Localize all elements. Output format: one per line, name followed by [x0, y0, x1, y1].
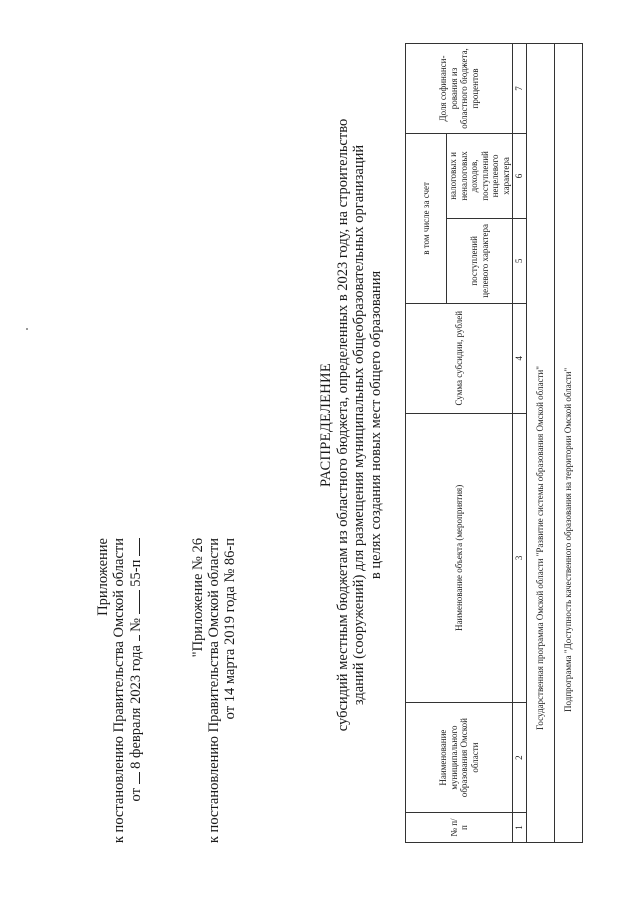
table-header-row	[406, 44, 447, 843]
attachment-header	[95, 538, 144, 843]
col-number: 1	[513, 813, 527, 843]
subprogram-name: Подпрограмма "Доступность качественного образования на территории Омской области"	[554, 44, 582, 843]
original-attachment-header	[190, 538, 238, 843]
col-number: 4	[513, 303, 527, 413]
header-municipality: Наименование муниципального образования Омской области	[406, 703, 513, 813]
subprogram-row	[554, 44, 582, 843]
document-title	[318, 105, 384, 745]
original-resolution-date: от 14 марта 2019 года № 86-п	[222, 538, 238, 720]
header-share: Доля софинанси-рования из областного бюджета, процентов	[406, 44, 513, 134]
resolution-number: 55-п	[128, 559, 144, 587]
header-targeted: поступлений целевого характера	[447, 218, 513, 303]
header-object: Наименование объекта (мероприятия)	[406, 413, 513, 702]
col-number: 6	[513, 133, 527, 218]
scan-speck	[26, 328, 28, 330]
title-heading: РАСПРЕДЕЛЕНИЕ	[318, 363, 334, 487]
col-number: 2	[513, 703, 527, 813]
original-resolution-reference: к постановлению Правительства Омской области	[206, 538, 222, 844]
title-line-2: зданий (сооружений) для размещения муниципальных общеобразовательных организаций	[351, 144, 367, 706]
program-row	[526, 44, 554, 843]
col-number: 7	[513, 44, 527, 134]
col-number: 5	[513, 218, 527, 303]
column-number-row	[513, 44, 527, 843]
resolution-reference: к постановлению Правительства Омской области	[111, 538, 127, 844]
header-tax: налоговых и неналоговых доходов, поступлений нецелевого характера	[447, 133, 513, 218]
title-line-3: в целях создания новых мест общего образования	[367, 270, 384, 580]
distribution-table	[405, 43, 583, 843]
original-attachment-label: "Приложение № 26	[190, 538, 206, 658]
header-including: в том числе за счет	[406, 133, 447, 303]
resolution-date: 8 февраля 2023 года	[128, 645, 144, 769]
title-line-1: субсидий местным бюджетам из областного бюджета, определенных в 2023 году, на строительство	[334, 118, 351, 732]
from-label: от	[128, 788, 144, 802]
col-number: 3	[513, 413, 527, 702]
attachment-label: Приложение	[95, 538, 111, 616]
resolution-date-line	[127, 538, 144, 843]
program-name: Государственная программа Омской области "Развитие системы образования Омской области"	[526, 44, 554, 843]
header-no: № п/п	[406, 813, 513, 843]
number-label: №	[128, 617, 144, 632]
header-amount: Сумма субсидии, рублей	[406, 303, 513, 413]
